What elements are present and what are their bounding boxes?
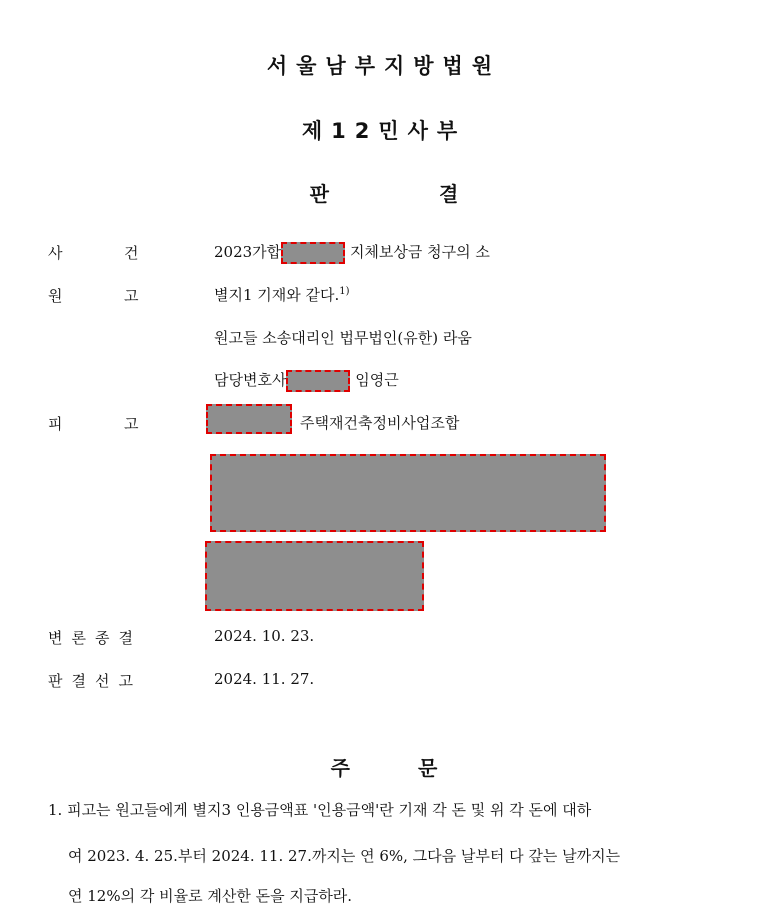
plaintiff-attorney (214, 369, 399, 392)
order-line-1: 1. 피고는 원고들에게 별지3 인용금액표 '인용금액'란 기재 각 돈 및 위 각 돈에 대하 (48, 801, 592, 819)
court-name: 서울남부지방법원 (266, 54, 502, 78)
judgment-heading-right: 결 (439, 182, 459, 206)
closing-date: 2024. 10. 23. (214, 627, 315, 645)
plaintiff-desc: 별지1 기재와 같다. (214, 286, 340, 304)
order-heading (0, 752, 768, 781)
plaintiff-line1 (214, 284, 350, 305)
defendant-name: 주택재건축정비사업조합 (300, 414, 460, 432)
case-number-prefix: 2023가합 (214, 243, 282, 261)
plaintiff-counsel: 원고들 소송대리인 법무법인(유한) 라움 (214, 329, 472, 347)
judgment-heading-left: 판 (309, 182, 329, 206)
plaintiff-label-b: 고 (124, 287, 139, 305)
pronounce-label: 판결선고 (48, 672, 142, 690)
attorney-redaction (286, 370, 350, 392)
case-title: 지체보상금 청구의 소 (349, 243, 490, 261)
case-number (214, 241, 490, 264)
division-name: 제12민사부 (301, 119, 467, 143)
pronounce-date: 2024. 11. 27. (214, 670, 315, 688)
order-heading-right: 문 (418, 756, 438, 780)
footnote-ref: 1) (339, 286, 350, 297)
defendant-label-a: 피 (48, 415, 63, 433)
case-label-b: 건 (124, 244, 139, 262)
defendant-label-b: 고 (124, 415, 139, 433)
defendant-name-redaction (206, 404, 292, 434)
order-line-2: 여 2023. 4. 25.부터 2024. 11. 27.까지는 연 6%, 그다음 날부터 다 갚는 날까지는 (68, 847, 621, 865)
defendant-rep-redaction (205, 541, 424, 611)
defendant-info-redaction (210, 454, 606, 532)
case-number-redaction (281, 242, 345, 264)
order-line-3: 연 12%의 각 비율로 계산한 돈을 지급하라. (68, 887, 353, 905)
attorney-name: 임영근 (355, 371, 399, 389)
judgment-heading (0, 178, 768, 207)
case-label-a: 사 (48, 244, 63, 262)
attorney-prefix: 담당변호사 (214, 371, 287, 389)
closing-label: 변론종결 (48, 629, 142, 647)
plaintiff-label-a: 원 (48, 287, 63, 305)
order-heading-left: 주 (330, 756, 350, 780)
